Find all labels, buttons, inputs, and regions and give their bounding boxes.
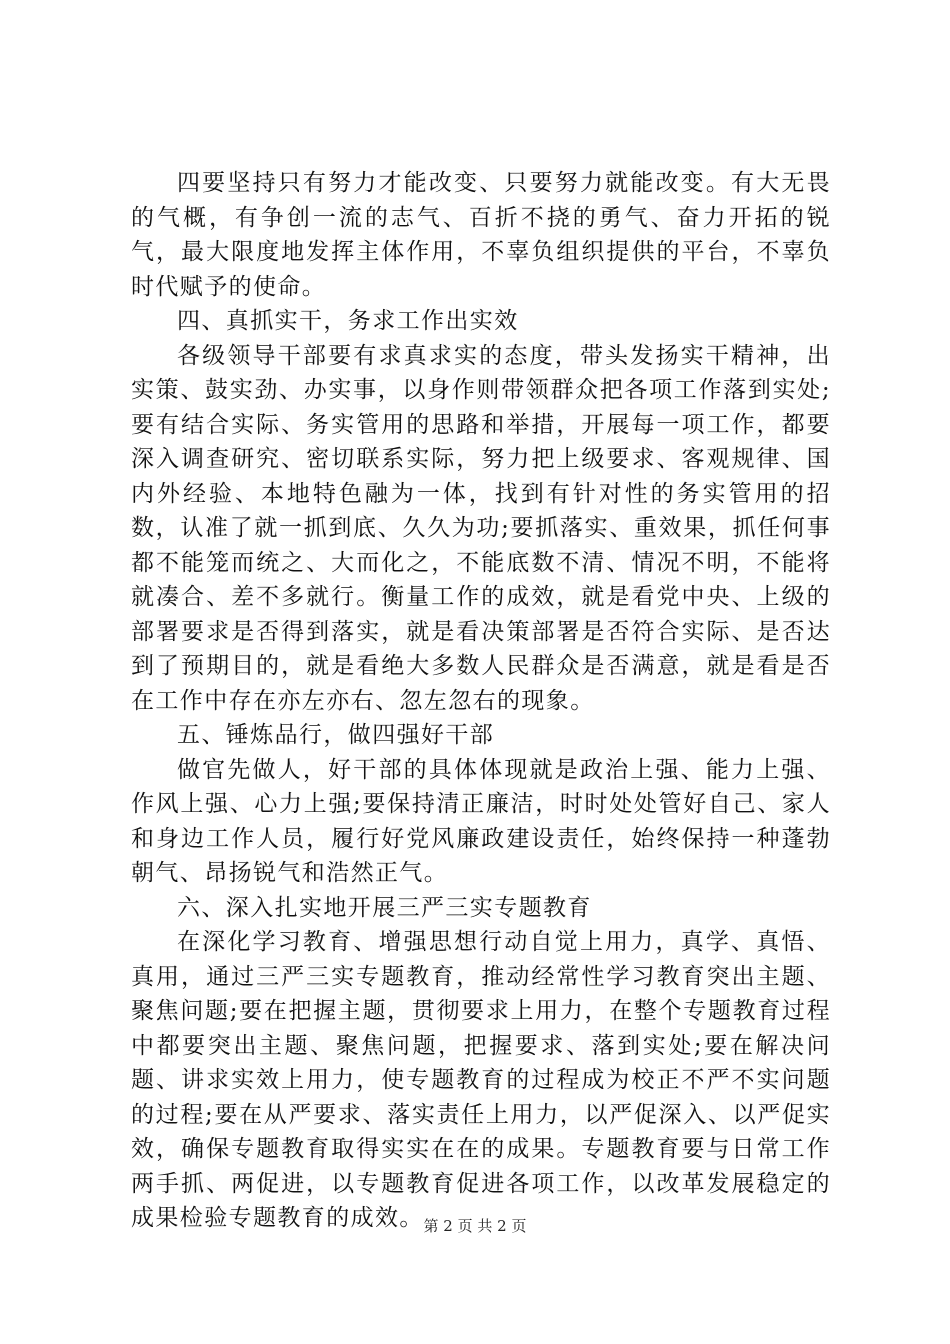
document-body <box>131 166 831 1236</box>
section-heading-5: 五、锤炼品行，做四强好干部 <box>177 722 495 748</box>
paragraph-persistence: 四要坚持只有努力才能改变、只要努力就能改变。有大无畏的气概，有争创一流的志气、百折不挠的勇气、奋力开拓的锐气，最大限度地发挥主体作用，不辜负组织提供的平台，不辜负时代赋予的使命。 <box>131 170 831 300</box>
page-footer: 第 2 页 共 2 页 <box>423 1217 527 1235</box>
paragraph-character: 做官先做人，好干部的具体体现就是政治上强、能力上强、作风上强、心力上强;要保持清正廉洁，时时处处管好自己、家人和身边工作人员，履行好党风廉政建设责任，始终保持一种蓬勃朝气、昂扬锐气和浩然正气。 <box>131 756 831 886</box>
section-heading-4: 四、真抓实干，务求工作出实效 <box>177 308 519 334</box>
section-heading-6: 六、深入扎实地开展三严三实专题教育 <box>177 894 592 921</box>
paragraph-education: 在深化学习教育、增强思想行动自觉上用力，真学、真悟、真用，通过三严三实专题教育，推动经常性学习教育突出主题、聚焦问题;要在把握主题，贯彻要求上用力，在整个专题教育过程中都要突出主题、聚焦问题，把握要求、落到实处;要在解决问题、讲求实效上用力，使专题教育的过程成为校正不严不实问题的过程;要在从严要求、落实责任上用力，以严促深入、以严促实效，确保专题教育取得实实在在的成果。专题教育要与日常工作两手抓、两促进，以专题教育促进各项工作，以改革发展稳定的成果检验专题教育的成效。 <box>131 929 831 1231</box>
paragraph-practical-work: 各级领导干部要有求真求实的态度，带头发扬实干精神，出实策、鼓实劲、办实事，以身作则带领群众把各项工作落到实处;要有结合实际、务实管用的思路和举措，开展每一项工作，都要深入调查研究、密切联系实际，努力把上级要求、客观规律、国内外经验、本地特色融为一体，找到有针对性的务实管用的招数，认准了就一抓到底、久久为功;要抓落实、重效果，抓任何事都不能笼而统之、大而化之，不能底数不清、情况不明，不能将就凑合、差不多就行。衡量工作的成效，就是看党中央、上级的部署要求是否得到落实，就是看决策部署是否符合实际、是否达到了预期目的，就是看绝大多数人民群众是否满意，就是看是否在工作中存在亦左亦右、忽左忽右的现象。 <box>131 342 831 714</box>
